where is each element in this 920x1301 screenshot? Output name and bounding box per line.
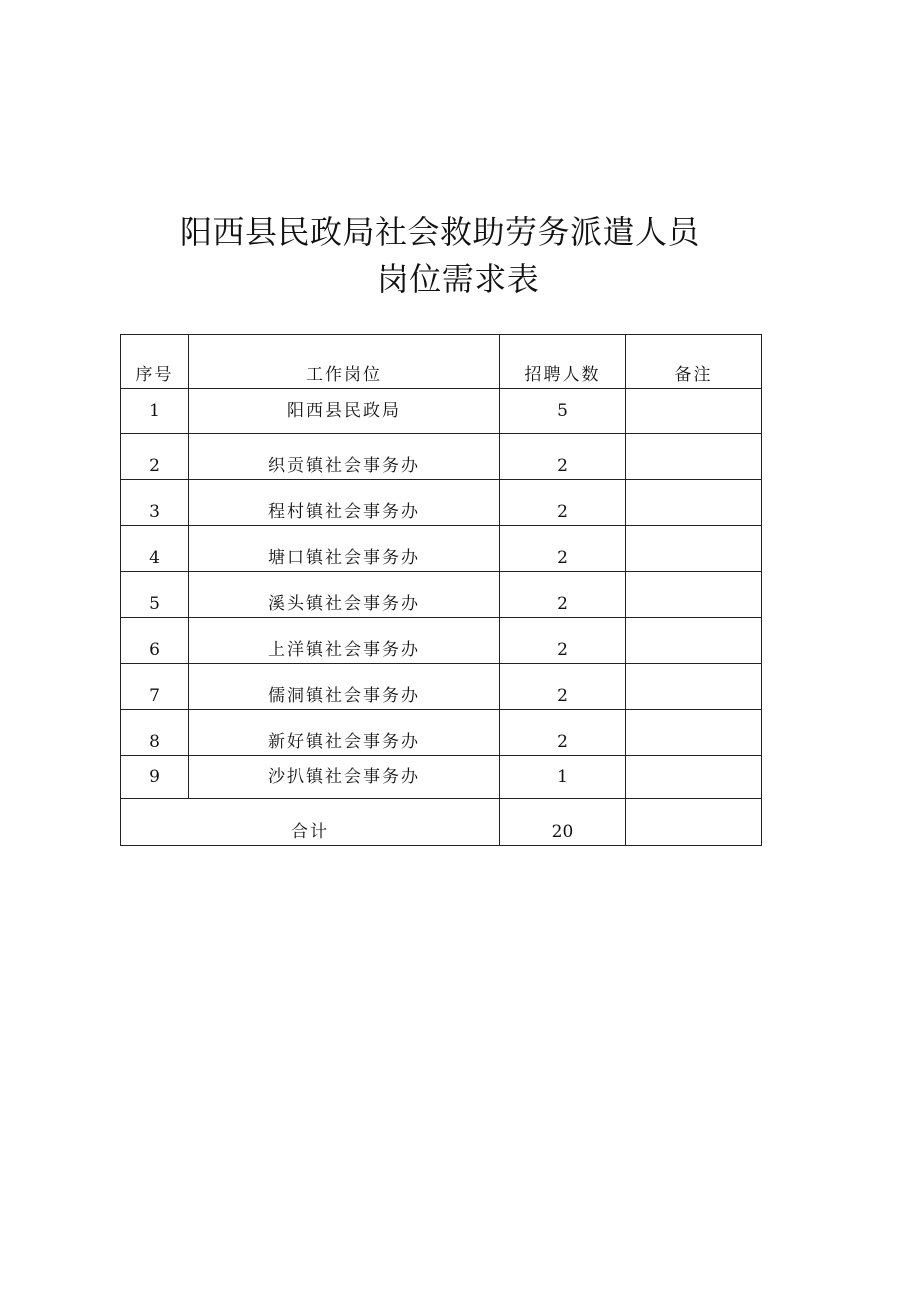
cell-post: 织贡镇社会事务办: [189, 434, 500, 480]
table-row: [121, 434, 762, 480]
cell-count: 2: [500, 526, 626, 572]
cell-note: [626, 664, 762, 710]
header-seq: 序号: [121, 335, 189, 389]
cell-seq: 1: [121, 389, 189, 434]
cell-count: 1: [500, 756, 626, 799]
total-note: [626, 799, 762, 846]
table-row: [121, 618, 762, 664]
document-title: 阳西县民政局社会救助劳务派遣人员: [179, 213, 700, 251]
cell-post: 阳西县民政局: [189, 389, 500, 434]
cell-post: 新好镇社会事务办: [189, 710, 500, 756]
cell-note: [626, 389, 762, 434]
cell-note: [626, 710, 762, 756]
table-row: [121, 480, 762, 526]
cell-count: 2: [500, 480, 626, 526]
cell-note: [626, 618, 762, 664]
cell-note: [626, 756, 762, 799]
cell-count: 2: [500, 710, 626, 756]
table-row: [121, 756, 762, 799]
cell-seq: 8: [121, 710, 189, 756]
table-row: [121, 389, 762, 434]
table-row: [121, 664, 762, 710]
cell-post: 程村镇社会事务办: [189, 480, 500, 526]
cell-post: 上洋镇社会事务办: [189, 618, 500, 664]
cell-count: 2: [500, 572, 626, 618]
header-row: [121, 335, 762, 389]
total-count: 20: [500, 799, 626, 846]
cell-seq: 5: [121, 572, 189, 618]
requirements-table: [120, 334, 762, 846]
cell-seq: 9: [121, 756, 189, 799]
cell-post: 塘口镇社会事务办: [189, 526, 500, 572]
table-row: [121, 572, 762, 618]
cell-seq: 7: [121, 664, 189, 710]
cell-seq: 2: [121, 434, 189, 480]
cell-count: 2: [500, 618, 626, 664]
header-post: 工作岗位: [189, 335, 500, 389]
cell-note: [626, 480, 762, 526]
cell-post: 溪头镇社会事务办: [189, 572, 500, 618]
total-row: [121, 799, 762, 846]
cell-note: [626, 434, 762, 480]
cell-count: 2: [500, 664, 626, 710]
total-label: 合计: [121, 799, 500, 846]
header-note: 备注: [626, 335, 762, 389]
cell-post: 沙扒镇社会事务办: [189, 756, 500, 799]
cell-note: [626, 526, 762, 572]
cell-seq: 3: [121, 480, 189, 526]
table-row: [121, 526, 762, 572]
cell-count: 2: [500, 434, 626, 480]
cell-seq: 4: [121, 526, 189, 572]
cell-seq: 6: [121, 618, 189, 664]
document-subtitle: 岗位需求表: [376, 260, 540, 298]
table-row: [121, 710, 762, 756]
cell-post: 儒洞镇社会事务办: [189, 664, 500, 710]
cell-note: [626, 572, 762, 618]
cell-count: 5: [500, 389, 626, 434]
header-count: 招聘人数: [500, 335, 626, 389]
